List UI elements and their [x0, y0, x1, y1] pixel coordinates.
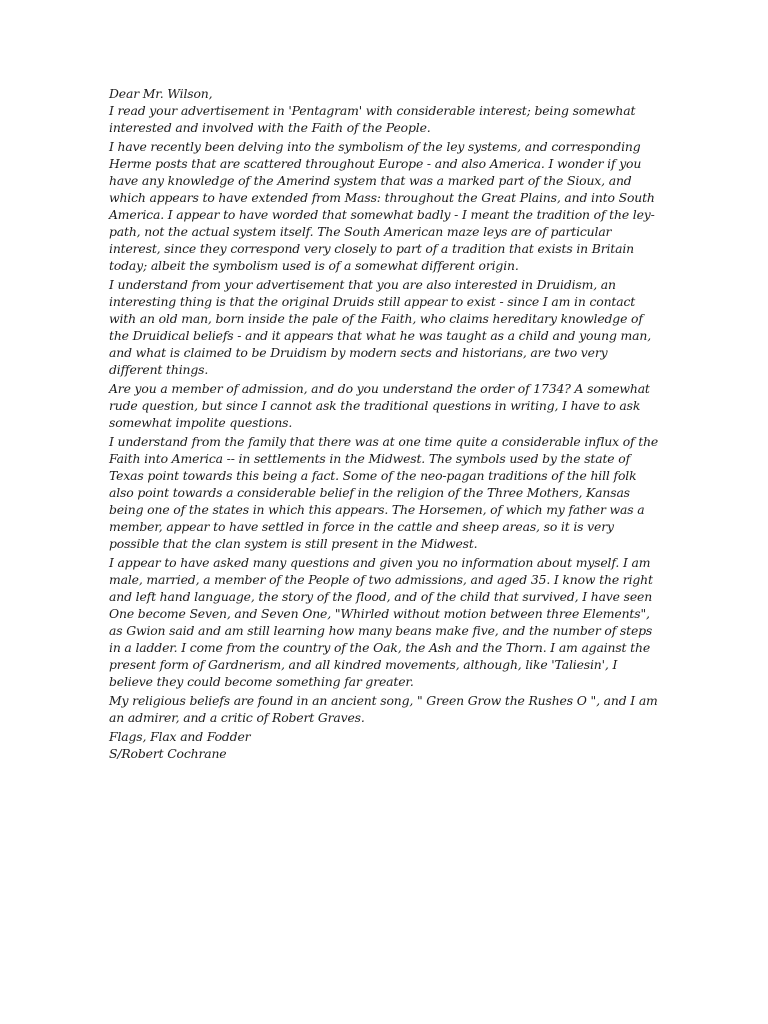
paragraph-advertisement: I read your advertisement in 'Pentagram' with considerable interest; being somewhat interested and involved with the Faith of the People.: [109, 103, 636, 135]
paragraph-about-myself: I appear to have asked many questions and given you no information about myself. I am male, married, a member of the People of two admissions, and aged 35. I know the right and left hand language, the story of the flood, and of the child that survived, I have seen One become Seven, and Seven One, "Whirled without motion between three Elements", as Gwion said and am still learning how many beans make five, and the number of steps in a ladder. I come from the country of the Oak, the Ash and the Thorn. I am against the present form of Gardnerism, and all kindred movements, although, like 'Taliesin', I believe they could become something far greater.: [109, 555, 653, 689]
closing: Flags, Flax and Fodder: [109, 729, 251, 744]
salutation: Dear Mr. Wilson,: [109, 86, 213, 101]
paragraph-druidism: I understand from your advertisement that you are also interested in Druidism, an interesting thing is that the original Druids still appear to exist - since I am in contact with an old man, born inside the pale of the Faith, who claims hereditary knowledge of the Druidical beliefs - and it appears that what he was taught as a child and young man, and what is claimed to be Druidism by modern sects and historians, are two very different things.: [109, 277, 651, 377]
paragraph-ley-systems: I have recently been delving into the symbolism of the ley systems, and corresponding Herme posts that are scattered throughout Europe - and also America. I wonder if you have any knowledge of the Amerind system that was a marked part of the Sioux, and which appears to have extended from Mass: throughout the Great Plains, and into South America. I appear to have worded that somewhat badly - I meant the tradition of the ley-path, not the actual system itself. The South American maze leys are of particular interest, since they correspond very closely to part of a tradition that exists in Britain today; albeit the symbolism used is of a somewhat different origin.: [109, 139, 655, 273]
letter-body: [109, 85, 661, 762]
paragraph-midwest: I understand from the family that there was at one time quite a considerable influx of the Faith into America -- in settlements in the Midwest. The symbols used by the state of Texas point towards this being a fact. Some of the neo-pagan traditions of the hill folk also point towards a considerable belief in the religion of the Three Mothers, Kansas being one of the states in which this appears. The Horsemen, of which my father was a member, appear to have settled in force in the cattle and sheep areas, so it is very possible that the clan system is still present in the Midwest.: [109, 434, 659, 551]
paragraph-admission-question: Are you a member of admission, and do you understand the order of 1734? A somewhat rude question, but since I cannot ask the traditional questions in writing, I have to ask somewhat impolite questions.: [109, 381, 650, 430]
signature: S/Robert Cochrane: [109, 746, 227, 761]
paragraph-religious-beliefs: My religious beliefs are found in an ancient song, " Green Grow the Rushes O ", and I am an admirer, and a critic of Robert Graves.: [109, 693, 658, 725]
